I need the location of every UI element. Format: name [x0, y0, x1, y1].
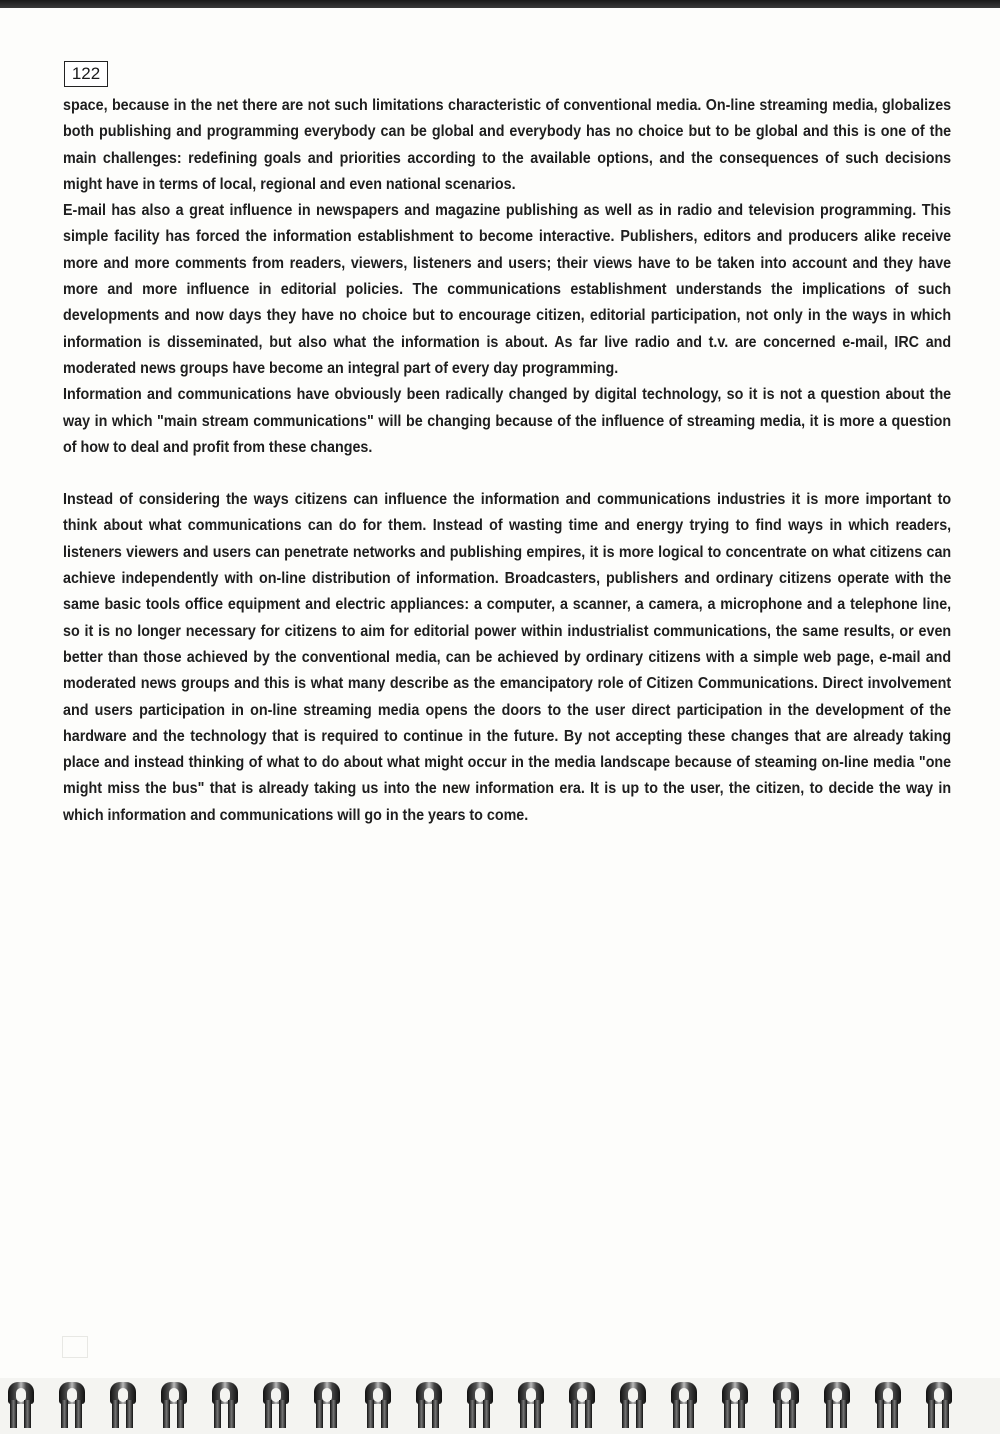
page-number: 122 — [64, 61, 108, 87]
spiral-ring — [824, 1382, 850, 1428]
spiral-binding — [0, 1378, 1000, 1434]
spiral-ring — [773, 1382, 799, 1428]
spiral-ring — [926, 1382, 952, 1428]
paragraph: Instead of considering the ways citizens can influence the information and communications industries it is more important to think about what communications can do for them. Instead of wasting time and energy trying to find ways in which readers, listeners viewers and users can penetrate networks and publishing empires, it is more logical to concentrate on what citizens can achieve independently with on-line distribution of information. Broadcasters, publishers and ordinary citizens operate with the same basic tools office equipment and electric appliances: a computer, a scanner, a camera, a microphone and a telephone line, so it is no longer necessary for citizens to aim for editorial power within industrialist communications, the same results, or even better than those achieved by the conventional media, can be achieved by ordinary citizens with a simple web page, e-mail and moderated news groups and this is what many describe as the emancipatory role of Citizen Communications. Direct involvement and users participation in on-line streaming media opens the doors to the user direct participation in the development of the hardware and the technology that is required to continue in the future. By not accepting these changes that are already taking place and instead thinking of what to do about what might occur in the media landscape because of steaming on-line media "one might miss the bus" that is already taking us into the new information era. It is up to the user, the citizen, to decide the way in which information and communications will go in the years to come. — [63, 491, 952, 824]
spiral-ring — [212, 1382, 238, 1428]
spiral-ring — [569, 1382, 595, 1428]
spiral-ring — [161, 1382, 187, 1428]
paragraph: Information and communications have obviously been radically changed by digital technology, so it is not a question about the way in which "main stream communications" will be changing because of the influence of streaming media, it is more a question of how to deal and profit from these changes. — [63, 386, 952, 456]
spiral-ring — [875, 1382, 901, 1428]
spiral-ring — [722, 1382, 748, 1428]
spiral-ring — [8, 1382, 34, 1428]
faint-page-mark — [62, 1336, 88, 1358]
spiral-ring — [671, 1382, 697, 1428]
paragraph: E-mail has also a great influence in newspapers and magazine publishing as well as in radio and television programming. This simple facility has forced the information establishment to become interactive. Publishers, editors and producers alike receive more and more comments from readers, viewers, listeners and users; their views have to be taken into account and they have more and more influence in editorial policies. The communications establishment understands the implications of such developments and now days they have no choice but to encourage citizen, editorial participation, not only in the ways in which information is disseminated, but also what the information is about. As far live radio and t.v. are concerned e-mail, IRC and moderated news groups have become an integral part of every day programming. — [63, 202, 952, 377]
spiral-ring — [467, 1382, 493, 1428]
spiral-ring — [416, 1382, 442, 1428]
spiral-ring — [518, 1382, 544, 1428]
spiral-ring — [620, 1382, 646, 1428]
spiral-ring — [59, 1382, 85, 1428]
page-top-edge — [0, 0, 1000, 8]
spiral-ring — [365, 1382, 391, 1428]
spiral-ring — [314, 1382, 340, 1428]
spiral-ring — [110, 1382, 136, 1428]
body-text — [63, 93, 951, 829]
paragraph: space, because in the net there are not such limitations characteristic of conventional media. On-line streaming media, globalizes both publishing and programming everybody can be global and everybody has no choice but to be global and this is one of the main challenges: redefining goals and priorities according to the available options, and the consequences of such decisions might have in terms of local, regional and even national scenarios. — [63, 97, 952, 193]
spiral-ring — [263, 1382, 289, 1428]
